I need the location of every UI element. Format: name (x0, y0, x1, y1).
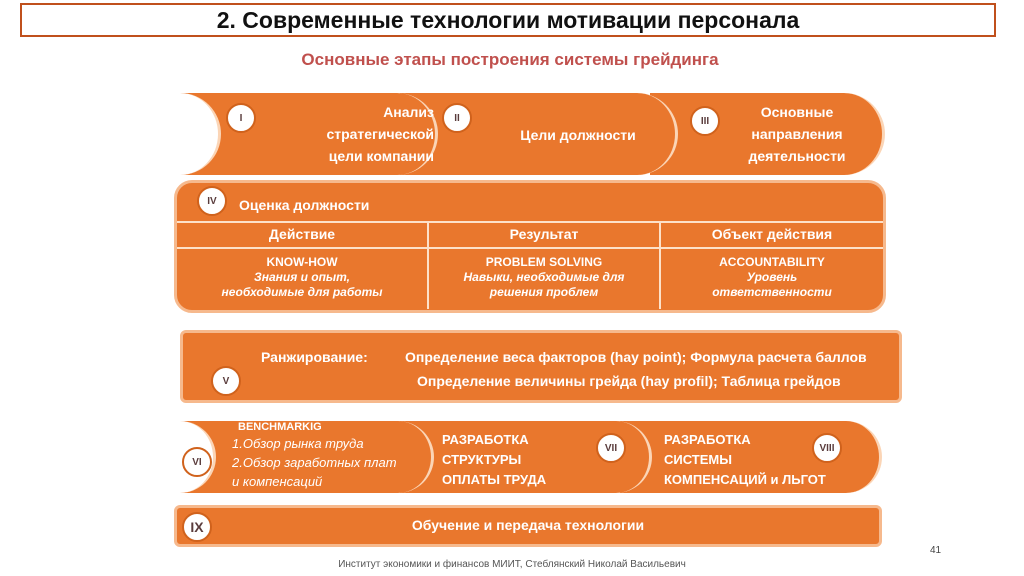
factor-header: Объект действия (711, 226, 833, 242)
segment-notch (176, 93, 221, 175)
factor-cell (661, 255, 883, 300)
stage-8-line: СИСТЕМЫ (664, 452, 732, 467)
training-block (174, 505, 882, 547)
stage-number-badge: I (226, 103, 256, 133)
benchmark-heading: BENCHMARKIG (238, 421, 322, 433)
stage-1-line-1: Анализ (383, 104, 434, 120)
stage-3-line-1: Основные (760, 104, 834, 120)
evaluation-factors-table (177, 221, 883, 313)
stage-3-text (722, 101, 872, 167)
stage-number-badge: VIII (812, 433, 842, 463)
stage-number-badge: IV (197, 186, 227, 216)
footer-credit: Институт экономики и финансов МИИТ, Стеблянский Николай Васильевич (338, 559, 686, 570)
factor-desc-line: Знания и опыт, (253, 270, 351, 284)
stage-8-line: КОМПЕНСАЦИЙ и ЛЬГОТ (664, 472, 826, 487)
stage-number-badge: III (690, 106, 720, 136)
benchmark-line: и компенсаций (232, 474, 323, 489)
factor-desc-line: Уровень (746, 270, 798, 284)
stage-7-line: СТРУКТУРЫ (442, 452, 522, 467)
stage-8-line: РАЗРАБОТКА (664, 432, 751, 447)
slide-subtitle: Основные этапы построения системы грейдинга (301, 50, 719, 69)
benchmark-text (232, 420, 428, 492)
ranking-line-1: Определение веса факторов (hay point); Формула расчета баллов (405, 349, 867, 365)
stage-7-text (442, 430, 546, 490)
stage-1-line-3: цели компании (328, 148, 434, 164)
stage-number-badge: II (442, 103, 472, 133)
stage-7-line: РАЗРАБОТКА (442, 432, 529, 447)
benchmark-line: 2.Обзор заработных плат (232, 455, 397, 470)
factor-desc-line: Навыки, необходимые для (463, 270, 625, 284)
stage-1-text (300, 101, 434, 167)
stage-7-line: ОПЛАТЫ ТРУДА (442, 472, 547, 487)
ranking-label: Ранжирование: (261, 349, 368, 365)
job-evaluation-heading: Оценка должности (239, 197, 370, 213)
stage-3-line-3: деятельности (748, 148, 846, 164)
factor-title: ACCOUNTABILITY (719, 255, 825, 269)
stage-2-line-1: Цели должности (520, 127, 636, 143)
stage-1-line-2: стратегической (326, 126, 434, 142)
factor-cell (429, 255, 659, 300)
stage-3-line-2: направления (751, 126, 843, 142)
stage-number-badge: VII (596, 433, 626, 463)
stage-number-badge: IX (182, 512, 212, 542)
slide-title: 2. Современные технологии мотивации персонала (20, 3, 996, 37)
training-text: Обучение и передача технологии (411, 517, 645, 533)
stage-number-badge: V (211, 366, 241, 396)
factor-cell (177, 255, 427, 300)
benchmark-line: 1.Обзор рынка труда (232, 436, 364, 451)
factor-desc-line: решения проблем (489, 285, 599, 299)
ranking-block (180, 330, 902, 403)
stage-2-text (478, 124, 678, 146)
stage-8-text (664, 430, 826, 490)
factor-header: Результат (509, 226, 579, 242)
factor-title: KNOW-HOW (266, 255, 338, 269)
factor-header: Действие (268, 226, 336, 242)
factor-desc-line: необходимые для работы (221, 285, 383, 299)
page-number: 41 (930, 545, 942, 556)
factor-desc-line: ответственности (712, 285, 832, 299)
ranking-line-2: Определение величины грейда (hay profil); Таблица грейдов (417, 373, 841, 389)
job-evaluation-block (174, 180, 886, 313)
factor-title: PROBLEM SOLVING (485, 255, 603, 269)
stage-number-badge: VI (182, 447, 212, 477)
